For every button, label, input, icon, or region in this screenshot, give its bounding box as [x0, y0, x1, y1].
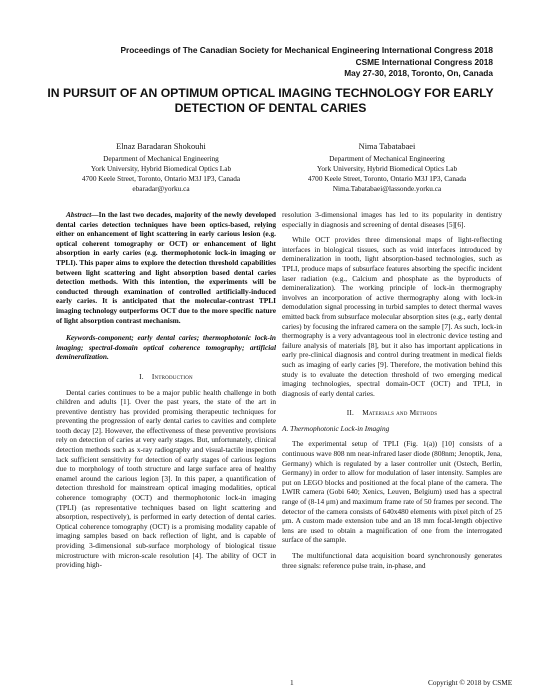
- header-line-1: Proceedings of The Canadian Society for Mechanical Engineering International Congress 2018: [120, 45, 493, 55]
- abstract: [56, 210, 276, 325]
- abstract-text: In the last two decades, majority of the newly developed dental caries detection techniques have been optics-based, relying either on enhancement of light scattering in early carious lesion (e.g. optical coherent tomography or OCT) or enhancement of light absorption in early caries (e.g. thermophotonic lock-in imaging or TPLI). This paper aims to explore the detection threshold capabilities between light scattering and light absorption based dental caries detection methods. With this intention, the experiments will be conducted through examination of controlled artificially-induced early caries. It is anticipated that the molecular-contrast TPLI imaging technology outperforms OCT due to the more specific nature of light absorption contrast mechanism.: [56, 210, 276, 325]
- page-number: 1: [290, 678, 294, 687]
- methods-paragraph-1: The experimental setup of TPLI (Fig. 1(a)) [10] consists of a continuous wave 808 nm near-infrared laser diode (808nm; Jenoptik, Jena, Germany) which is regulated by a laser controller unit (Ostech, Berlin, Germany) in order to allow for modulation of laser intensity. Samples are put on LEGO blocks and positioned at the focal plane of the camera. The LWIR camera (Gobi 640; Xenics, Leuven, Belgium) used has a spectral range of (8-14 μm) and maximum frame rate of 50 frames per second. The detector of the camera consists of 640x480 elements with pixel pitch of 25 μm. A custom made extension tube and an 18 mm focal-length objective lens are used to obtain a magnification of one from the interrogated surface of the sample.: [282, 439, 502, 545]
- section-title: Materials and Methods: [362, 408, 438, 418]
- author-lab: York University, Hybrid Biomedical Optics Lab: [316, 164, 458, 173]
- title-line-1: IN PURSUIT OF AN OPTIMUM OPTICAL IMAGING TECHNOLOGY FOR EARLY: [47, 86, 494, 100]
- subsection-heading-tpli: A. Thermophotonic Lock-in Imaging: [282, 423, 390, 433]
- author-lab: York University, Hybrid Biomedical Optics Lab: [90, 164, 232, 173]
- keywords-label: Keywords-component;: [66, 333, 134, 343]
- section-heading-methods: [282, 408, 502, 418]
- methods-paragraph-2: The multifunctional data acquisition board synchronously generates three signals: reference pulse train, in-phase, and: [282, 551, 502, 570]
- keywords: [56, 333, 276, 362]
- proceedings-header: [53, 45, 493, 80]
- author-block-2: [282, 142, 492, 194]
- author-address: 4700 Keele Street, Toronto, Ontario M3J 1P3, Canada: [307, 174, 467, 183]
- title-line-2: DETECTION OF DENTAL CARIES: [174, 101, 367, 115]
- author-address: 4700 Keele Street, Toronto, Ontario M3J 1P3, Canada: [81, 174, 241, 183]
- keywords-text: early dental caries; thermophotonic lock-in imaging; spectral-domain optical coherence tomography; artificial demineralization.: [56, 333, 276, 362]
- author-email[interactable]: Nima.Tabatabaei@lassonde.yorku.ca: [332, 184, 442, 193]
- header-line-2: CSME International Congress 2018: [355, 56, 493, 67]
- section-number: II.: [346, 408, 355, 418]
- paper-title: [40, 86, 501, 116]
- intro-paragraph-2: While OCT provides three dimensional maps of light-reflecting interfaces in biological tissues, such as void interfaces introduced by demineralization in tooth, light absorption-based technologies, such as TPLI, produce maps of subsurface features absorbing the specific incident laser radiation (e.g., Calcium and phosphate as the byproducts of demineralization). The working principle of lock-in thermography involves an incorporation of active thermography along with lock-in demodulation signal processing in turbid samples to detect thermal waves emitted back from subsurface molecular absorption sites (e.g., early dental caries) by focusing the infrared camera on the sample [7]. As such, lock-in thermography is a very advantageous tool in electronic device testing and failure analysis of materials [8], but it also has important applications in early pre-clinical diagnosis and control during treatment in medical fields such as imaging of early caries [9]. Therefore, the motivation behind this study is to evaluate the detection threshold of two emerging medical imaging technologies, spectral domain-OCT (OCT) and TPLI, in diagnosis of early dental caries.: [282, 235, 502, 398]
- author-name: Elnaz Baradaran Shokouhi: [116, 142, 206, 151]
- author-block-1: [56, 142, 266, 194]
- abstract-label: Abstract—: [66, 210, 99, 219]
- header-line-3: May 27-30, 2018, Toronto, On, Canada: [344, 68, 493, 78]
- author-department: Department of Mechanical Engineering: [329, 154, 445, 163]
- left-column: [56, 210, 276, 576]
- copyright-notice: Copyright © 2018 by CSME: [428, 678, 513, 687]
- author-department: Department of Mechanical Engineering: [103, 154, 219, 163]
- section-number: I.: [139, 371, 144, 381]
- section-title: Introduction: [151, 371, 193, 381]
- author-email[interactable]: ebaradar@yorku.ca: [132, 184, 190, 193]
- section-heading-introduction: [56, 372, 276, 382]
- author-name: Nima Tabatabaei: [358, 142, 416, 151]
- intro-paragraph-1: Dental caries continues to be a major public health challenge in both children and adults [1]. Over the past years, the state of the art in preventive dentistry has provided promising therapeutic techniques for preventing the progression of early dental caries to cavities and complete tooth decay [2]. However, the effectiveness of these preventive provisions rely on detection of caries at very early stages. But, unfortunately, clinical detection methods such as x-ray radiography and visual-tactile inspection lack sufficient sensitivity for detection of early stages of carious legions due to morphology of tooth structure and large surface area of healthy enamel around the carious legion [3]. In this paper, a quantification of detection threshold for mainstream optical imaging modalities, optical coherence tomography (OCT) and thermophotonic lock-in imaging (TPLI) (as representative techniques based on light scattering and absorption, respectively), is performed in early detection of dental caries. Optical coherence tomography (OCT) is a promising modality capable of imaging samples based on back reflection of light, and is capable of providing 3-dimensional sub-surface morphology of biological tissue microstructure with micron-scale resolution [4]. The ability of OCT in providing high-: [56, 387, 276, 570]
- intro-paragraph-1-continued: resolution 3-dimensional images has led to its popularity in dentistry especially in diagnosis and screening of dental diseases [5][6].: [282, 210, 502, 229]
- right-column: [282, 210, 502, 576]
